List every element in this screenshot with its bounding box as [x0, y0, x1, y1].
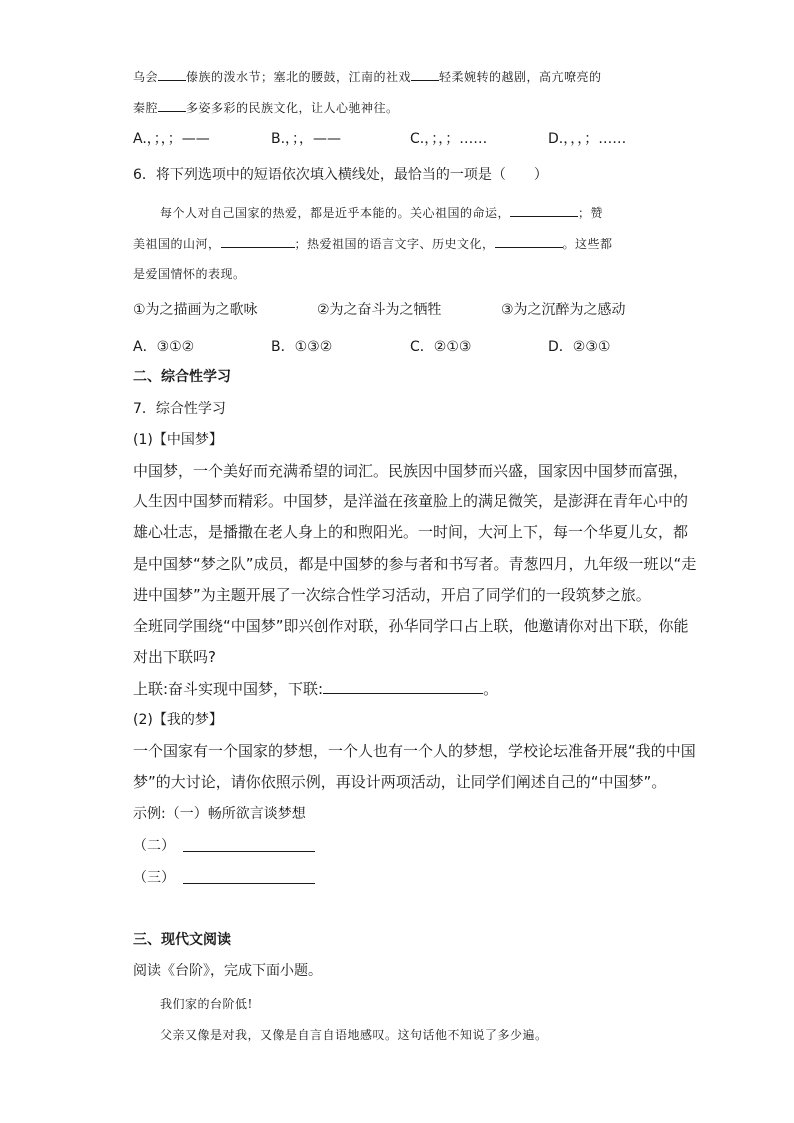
q5-text-seg: 秦腔 — [133, 101, 159, 115]
q5-text-seg: 傣族的泼水节；塞北的腰鼓，江南的社戏 — [186, 70, 412, 84]
blank — [158, 97, 186, 112]
q6-option-d: D．②③① — [548, 339, 611, 355]
para3-line1: 一个国家有一个国家的梦想，一个人也有一个人的梦想，学校论坛准备开展“我的中国 — [133, 742, 696, 760]
para3-line2: 梦”的大讨论，请你依照示例，再设计两项活动，让同学们阐述自己的“中国梦”。 — [133, 773, 667, 791]
q5-option-d: D.，，，；…… — [548, 131, 627, 147]
example-line: 示例:（一）畅所欲言谈梦想 — [133, 806, 306, 822]
item2-answer-blank[interactable] — [183, 851, 315, 852]
para1-line1: 中国梦，一个美好而充满希望的词汇。民族因中国梦而兴盛，国家因中国梦而富强， — [133, 462, 689, 480]
couplet-line — [133, 678, 498, 700]
section3-heading: 三、现代文阅读 — [133, 932, 231, 948]
para2-line2: 对出下联吗? — [133, 648, 216, 666]
q6-phrase-3: ③为之沉醉为之感动 — [501, 302, 626, 318]
couplet-prefix: 上联:奋斗实现中国梦，下联: — [133, 680, 324, 698]
q6-passage-seg: ；热爱祖国的语言文字、历史文化， — [294, 237, 495, 251]
q6-passage-seg: 每个人对自己国家的热爱，都是近乎本能的。关心祖国的命运， — [160, 206, 511, 220]
para1-line5: 进中国梦”为主题开展了一次综合性学习活动，开启了同学们的一段筑梦之旅。 — [133, 586, 651, 604]
blank — [510, 202, 578, 217]
q6-phrase-2: ②为之奋斗为之牺牲 — [317, 302, 442, 318]
section2-heading: 二、综合性学习 — [133, 369, 231, 385]
item3-answer-blank[interactable] — [183, 883, 315, 884]
q5-text-seg: 乌会 — [133, 70, 159, 84]
q5-option-a: A.，；，；—— — [133, 131, 210, 147]
part2-title: (2)【我的梦】 — [133, 712, 223, 728]
blank — [411, 66, 439, 81]
para1-line4: 是中国梦“梦之队”成员，都是中国梦的参与者和书写者。青葱四月，九年级一班以“走 — [133, 555, 697, 573]
reading-line1: 我们家的台阶低! — [160, 997, 253, 1011]
blank — [495, 233, 563, 248]
q6-stem: 6．将下列选项中的短语依次填入横线处，最恰当的一项是（ ） — [133, 167, 548, 183]
q5-text-seg: 多姿多彩的民族文化，让人心驰神往。 — [186, 101, 399, 115]
para2-line1: 全班同学围绕“中国梦”即兴创作对联，孙华同学口占上联，他邀请你对出下联，你能 — [133, 617, 689, 635]
couplet-answer-blank[interactable] — [323, 678, 483, 694]
q7-title: 7．综合性学习 — [133, 401, 226, 417]
q6-option-c: C．②①③ — [410, 339, 472, 355]
couplet-suffix: 。 — [483, 680, 499, 698]
q6-option-b: B．①③② — [271, 339, 333, 355]
q6-passage-seg: 美祖国的山河， — [133, 237, 221, 251]
para1-line2: 人生因中国梦而精彩。中国梦，是洋溢在孩童脸上的满足微笑，是澎湃在青年心中的 — [133, 492, 689, 510]
q5-option-c: C.，；，；…… — [410, 131, 488, 147]
q6-passage-seg: ；赞 — [578, 206, 604, 220]
item3-label: （三） — [133, 870, 175, 886]
section3-intro: 阅读《台阶》，完成下面小题。 — [133, 963, 322, 979]
q5-option-b: B.，；，—— — [271, 131, 342, 147]
q6-passage-seg: 。这些都 — [562, 237, 613, 251]
q6-passage-line3: 是爱国情怀的表现。 — [133, 267, 246, 281]
para1-line3: 雄心壮志，是播撒在老人身上的和煦阳光。一时间，大河上下，每一个华夏儿女，都 — [133, 523, 689, 541]
q6-phrase-1: ①为之描画为之歌咏 — [133, 302, 258, 318]
reading-line2: 父亲又像是对我，又像是自言自语地感叹。这句话他不知说了多少遍。 — [160, 1028, 548, 1042]
part1-title: (1)【中国梦】 — [133, 432, 223, 448]
q6-passage-line1 — [160, 202, 603, 223]
blank — [158, 66, 186, 81]
q6-option-a: A．③①② — [133, 339, 195, 355]
blank — [221, 233, 295, 248]
q5-text-seg: 轻柔婉转的越剧，高亢嘹亮的 — [439, 70, 602, 84]
item2-label: （二） — [133, 838, 175, 854]
q6-passage-line2 — [133, 233, 613, 254]
q5-text-line2 — [133, 97, 399, 118]
q5-text-line1 — [133, 66, 602, 87]
